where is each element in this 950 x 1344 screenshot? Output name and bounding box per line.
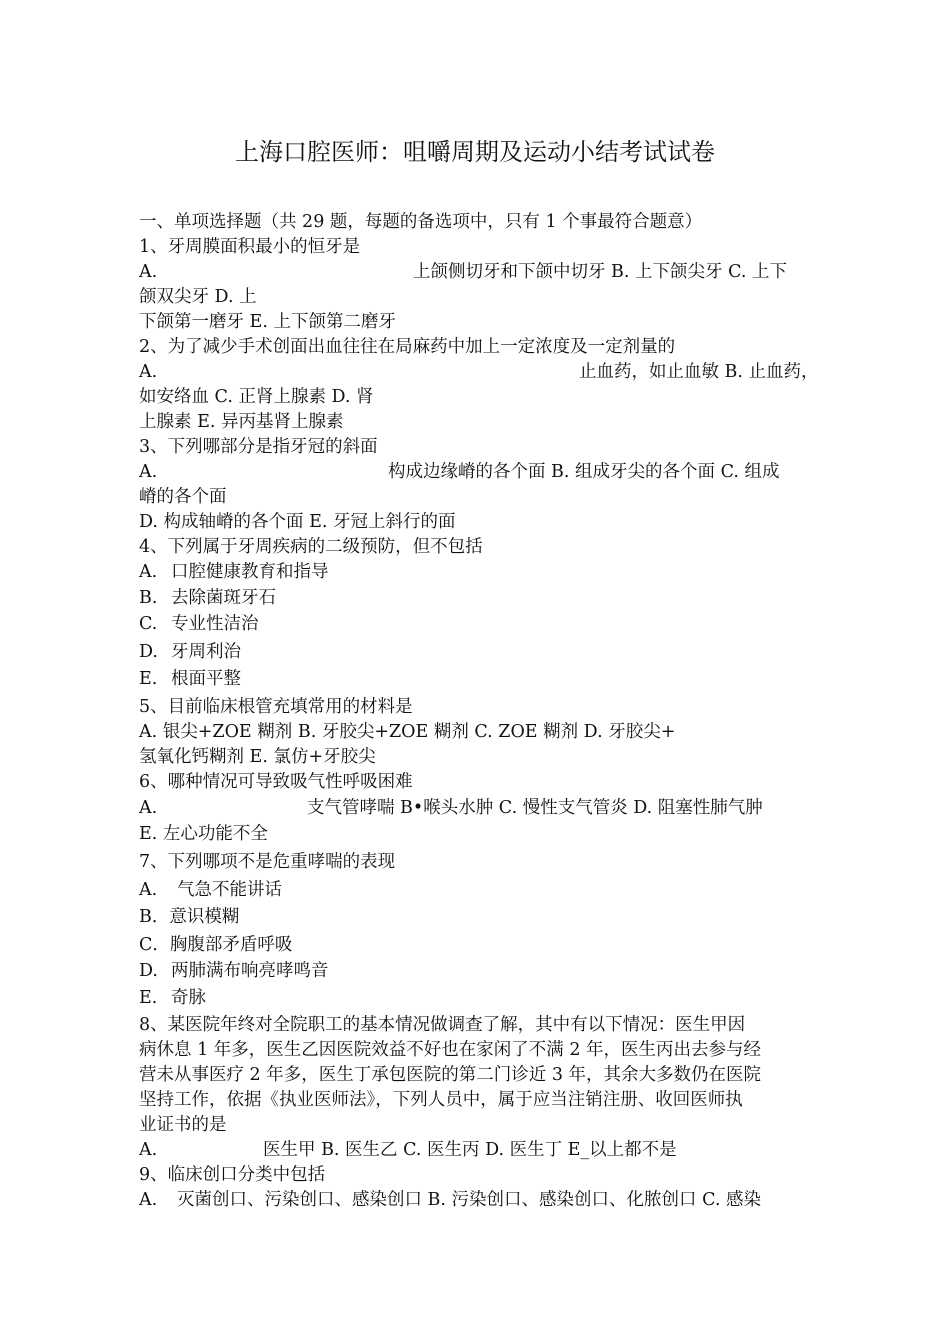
option-marker: A. xyxy=(139,562,158,582)
option-marker: D. xyxy=(139,642,158,662)
question-1-options-line-1 xyxy=(139,260,787,284)
question-8-line-1: 8、某医院年终对全院职工的基本情况做调查了解，其中有以下情况：医生甲因 xyxy=(139,1015,746,1035)
option-marker: B. xyxy=(139,588,158,608)
question-3-options-line-2: 嵴的各个面 xyxy=(139,487,227,507)
question-2-options-line-3: 上腺素 E. 异丙基肾上腺素 xyxy=(139,412,344,432)
option-marker: E. xyxy=(139,988,158,1008)
question-7-option-b: B．意识模糊 xyxy=(139,907,240,927)
question-8-options xyxy=(139,1138,677,1162)
option-marker: A. xyxy=(139,362,158,382)
option-marker: A. xyxy=(139,798,158,818)
option-text: 支气管哮喘 B•喉头水肿 C. 慢性支气管炎 D. 阻塞性肺气肿 xyxy=(307,798,763,818)
option-text: 医生甲 B. 医生乙 C. 医生丙 D. 医生丁 E_以上都不是 xyxy=(263,1140,677,1160)
question-2-options-line-1 xyxy=(139,360,819,384)
question-5: 5、目前临床根管充填常用的材料是 xyxy=(139,697,413,717)
question-1-options-line-2: 颌双尖牙 D. 上 xyxy=(139,287,257,307)
question-5-options-line-2: 氢氧化钙糊剂 E. 氯仿+牙胶尖 xyxy=(139,747,376,767)
section-header: 一、单项选择题（共 29 题，每题的备选项中，只有 1 个事最符合题意） xyxy=(139,212,703,232)
question-6-options-line-2: E. 左心功能不全 xyxy=(139,824,268,844)
question-4-option-a xyxy=(139,560,329,584)
question-2: 2、为了减少手术创面出血往往在局麻药中加上一定浓度及一定剂量的 xyxy=(139,337,676,357)
question-4-option-c xyxy=(139,612,259,636)
question-8-line-5: 业证书的是 xyxy=(139,1115,227,1135)
question-3-options-line-3: D. 构成轴嵴的各个面 E. 牙冠上斜行的面 xyxy=(139,512,456,532)
question-9-options xyxy=(139,1188,761,1212)
question-1-options-line-3: 下颌第一磨牙 E. 上下颌第二磨牙 xyxy=(139,312,396,332)
question-4-option-b xyxy=(139,586,276,610)
question-8-line-2: 病休息 1 年多，医生乙因医院效益不好也在家闲了不满 2 年，医生丙出去参与经 xyxy=(139,1040,762,1060)
question-4-option-e xyxy=(139,667,241,691)
option-marker: A. xyxy=(139,1140,158,1160)
option-text: 去除菌斑牙石 xyxy=(171,588,276,608)
option-marker: A. xyxy=(139,262,158,282)
question-7: 7、下列哪项不是危重哮喘的表现 xyxy=(139,852,396,872)
question-7-option-c: C．胸腹部矛盾呼吸 xyxy=(139,935,293,955)
option-marker: A. xyxy=(139,1190,158,1210)
option-text: 根面平整 xyxy=(171,669,241,689)
question-7-option-d xyxy=(139,959,329,983)
question-8-line-4: 坚持工作，依据《执业医师法》，下列人员中，属于应当注销注册、收回医师执 xyxy=(139,1090,743,1110)
option-text: 气急不能讲话 xyxy=(177,880,282,900)
option-marker: D. xyxy=(139,961,158,981)
option-text: 奇脉 xyxy=(171,988,206,1008)
option-text: 灭菌创口、污染创口、感染创口 B. 污染创口、感染创口、化脓创口 C. 感染 xyxy=(177,1190,762,1210)
question-7-option-a xyxy=(139,878,282,902)
question-4: 4、下列属于牙周疾病的二级预防，但不包括 xyxy=(139,537,483,557)
option-marker: A. xyxy=(139,880,158,900)
question-5-options-line-1: A. 银尖+ZOE 糊剂 B. 牙胶尖+ZOE 糊剂 C. ZOE 糊剂 D. 牙胶尖+ xyxy=(139,722,676,742)
option-marker: E. xyxy=(139,669,158,689)
question-3: 3、下列哪部分是指牙冠的斜面 xyxy=(139,437,378,457)
question-4-option-d xyxy=(139,640,241,664)
question-3-options-line-1 xyxy=(139,460,780,484)
option-text: 止血药，如止血敏 B. 止血药， xyxy=(579,362,819,382)
question-6-options-line-1 xyxy=(139,796,763,820)
option-text: 牙周利治 xyxy=(171,642,241,662)
option-text: 上颌侧切牙和下颌中切牙 B. 上下颌尖牙 C. 上下 xyxy=(413,262,788,282)
question-6: 6、哪种情况可导致吸气性呼吸困难 xyxy=(139,772,413,792)
question-1: 1、牙周膜面积最小的恒牙是 xyxy=(139,237,361,257)
option-marker: C. xyxy=(139,614,158,634)
question-9: 9、临床创口分类中包括 xyxy=(139,1165,326,1185)
option-text: 专业性洁治 xyxy=(171,614,259,634)
option-text: 两肺满布响亮哮鸣音 xyxy=(171,961,329,981)
option-marker: A. xyxy=(139,462,158,482)
question-2-options-line-2: 如安络血 C. 正肾上腺素 D. 肾 xyxy=(139,387,374,407)
question-7-option-e xyxy=(139,986,206,1010)
option-text: 口腔健康教育和指导 xyxy=(171,562,329,582)
option-text: 构成边缘嵴的各个面 B. 组成牙尖的各个面 C. 组成 xyxy=(388,462,780,482)
question-8-line-3: 营未从事医疗 2 年多，医生丁承包医院的第二门诊近 3 年，其余大多数仍在医院 xyxy=(139,1065,762,1085)
page-title: 上海口腔医师：咀嚼周期及运动小结考试试卷 xyxy=(235,138,715,166)
